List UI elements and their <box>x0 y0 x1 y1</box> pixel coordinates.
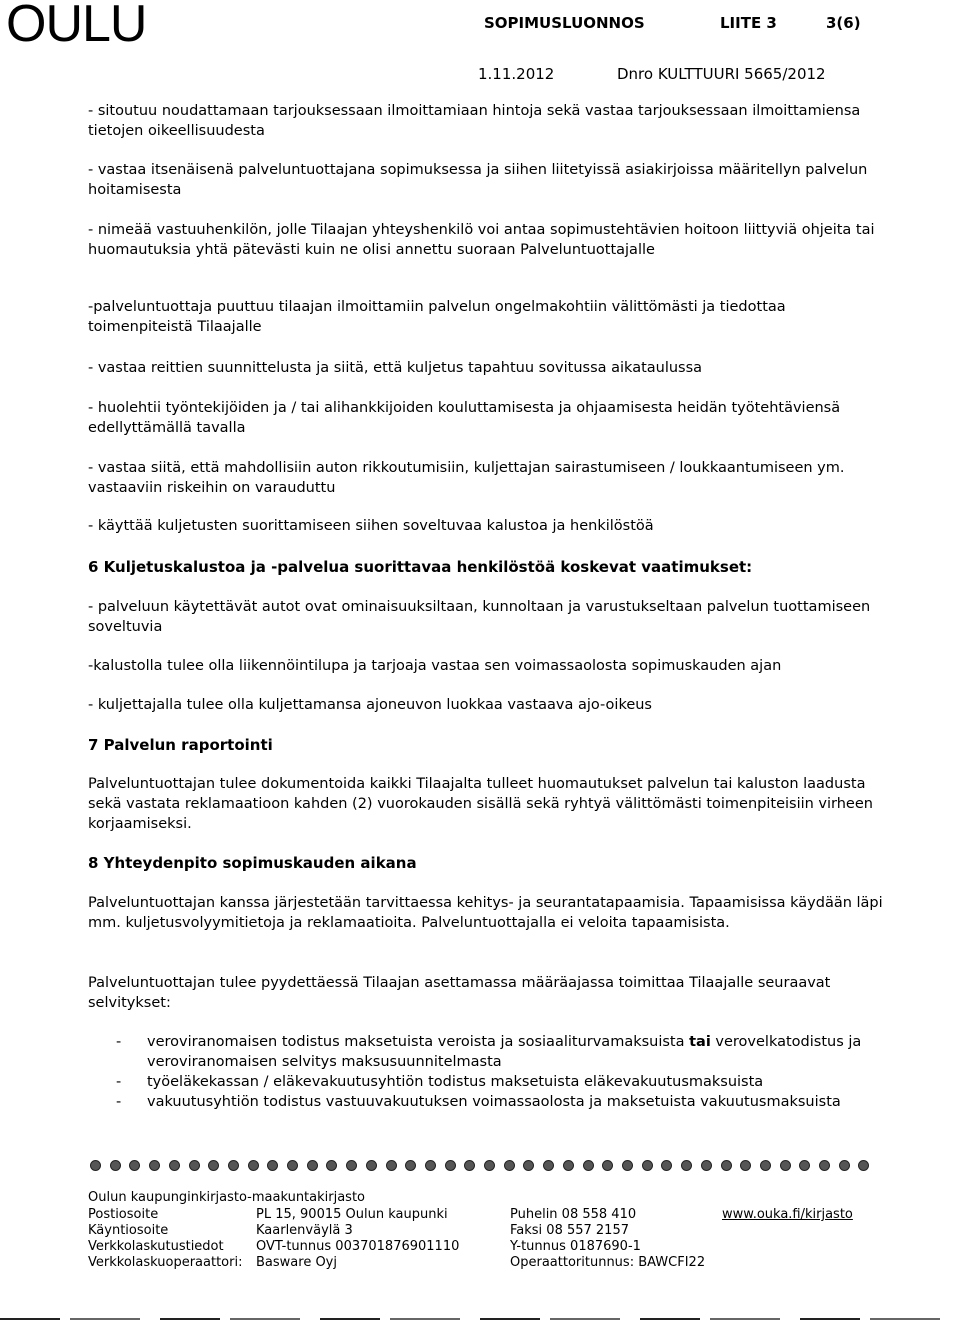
document-date: 1.11.2012 <box>478 65 555 83</box>
section-7-text: Palveluntuottajan tulee dokumentoida kaikki Tilaajalta tulleet huomautukset palvelun tai kaluston laadusta sekä vastata reklamaatioon kahden (2) vuorokauden sisällä sekä ryhtyä välittömästi toimenpiteisiin virheen korjaamiseksi. <box>88 776 873 832</box>
footer-label: Käyntiosoite <box>88 1223 169 1238</box>
requirement-item: - palveluun käytettävät autot ovat ominaisuuksiltaan, kunnoltaan ja varustukseltaan palvelun tuottamiseen soveltuvia <box>88 599 871 635</box>
footer-dot-separator <box>90 1160 870 1171</box>
scan-bottom-edge <box>0 1318 960 1320</box>
list-dash: - <box>116 1034 122 1050</box>
oulu-logo: OULU <box>6 0 147 53</box>
section-8-paragraph-1: Palveluntuottajan kanssa järjestetään tarvittaessa kehitys- ja seurantatapaamisia. Tapaamisissa käydään läpi mm. kuljetusvolyymitietoja ja reklamaatioita. Palveluntuottajalla ei veloita tapaamisista. <box>88 895 883 931</box>
list-item: - työeläkekassan / eläkevakuutusyhtiön todistus maksetuista eläkevakuutusmaksuista <box>116 1074 764 1090</box>
footer-label: Postiosoite <box>88 1207 159 1222</box>
list-dash: - <box>116 1094 122 1110</box>
footer-label: Verkkolaskuoperaattori: <box>88 1255 243 1270</box>
footer-contact: Operaattoritunnus: BAWCFI22 <box>510 1255 706 1270</box>
footer-value: PL 15, 90015 Oulun kaupunki <box>256 1207 448 1222</box>
footer-label: Verkkolaskutustiedot <box>88 1239 224 1254</box>
section-8-paragraph-2: Palveluntuottajan tulee pyydettäessä Tilaajan asettamassa määräajassa toimittaa Tilaajalle seuraavat selvitykset: <box>88 975 831 1011</box>
bullet-item: - vastaa siitä, että mahdollisiin auton rikkoutumisiin, kuljettajan sairastumiseen / loukkaantumiseen ym. vastaaviin riskeihin on varauduttu <box>88 460 845 496</box>
bullet-item: - nimeää vastuuhenkilön, jolle Tilaajan yhteyshenkilö voi antaa sopimustehtävien hoitoon liittyviä ohjeita tai huomautuksia yhtä pätevästi kuin ne olisi annettu suoraan Palveluntuottajalle <box>88 222 875 258</box>
list-dash: - <box>116 1074 122 1090</box>
footer-value: OVT-tunnus 003701876901110 <box>256 1239 460 1254</box>
footer-value: Basware Oyj <box>256 1255 337 1270</box>
footer-organization: Oulun kaupunginkirjasto-maakuntakirjasto <box>88 1190 366 1205</box>
section-7-heading: 7 Palvelun raportointi <box>88 736 273 754</box>
bullet-item: - käyttää kuljetusten suorittamiseen siihen soveltuvaa kalustoa ja henkilöstöä <box>88 518 654 534</box>
document-reference: Dnro KULTTUURI 5665/2012 <box>617 65 826 83</box>
section-6-heading: 6 Kuljetuskalustoa ja -palvelua suorittavaa henkilöstöä koskevat vaatimukset: <box>88 558 753 576</box>
website-link[interactable]: www.ouka.fi/kirjasto <box>722 1207 853 1222</box>
list-item: - vakuutusyhtiön todistus vastuuvakuutuksen voimassaolosta ja maksetuista vakuutusmaksuista <box>116 1094 841 1110</box>
requirement-item: -kalustolla tulee olla liikennöintilupa ja tarjoaja vastaa sen voimassaolosta sopimuskauden ajan <box>88 658 782 674</box>
page-number: 3(6) <box>826 14 861 32</box>
document-type: SOPIMUSLUONNOS <box>484 14 645 32</box>
required-reports-list <box>116 1032 876 1112</box>
footer-contact: Y-tunnus 0187690-1 <box>510 1239 641 1254</box>
attachment-label: LIITE 3 <box>720 14 777 32</box>
bullet-item: - huolehtii työntekijöiden ja / tai alihankkijoiden kouluttamisesta ja ohjaamisesta heidän työtehtäviensä edellyttämällä tavalla <box>88 400 841 436</box>
footer-contact: Faksi 08 557 2157 <box>510 1223 629 1238</box>
bullet-item: - sitoutuu noudattamaan tarjouksessaan ilmoittamiaan hintoja sekä vastaa tarjouksessaan ilmoittamiensa tietojen oikeellisuudesta <box>88 103 861 139</box>
footer-contact: Puhelin 08 558 410 <box>510 1207 637 1222</box>
list-item: - veroviranomaisen todistus maksetuista veroista ja sosiaaliturvamaksuista tai verovelkatodistus ja veroviranomaisen selvitys maksusuunnitelmasta <box>116 1034 862 1070</box>
section-8-heading: 8 Yhteydenpito sopimuskauden aikana <box>88 854 417 872</box>
bullet-item: - vastaa reittien suunnittelusta ja siitä, että kuljetus tapahtuu sovitussa aikataulussa <box>88 360 703 376</box>
footer-value: Kaarlenväylä 3 <box>256 1223 353 1238</box>
bullet-item: - vastaa itsenäisenä palveluntuottajana sopimuksessa ja siihen liitetyissä asiakirjoissa määritellyn palvelun hoitamisesta <box>88 162 868 198</box>
footer-website[interactable] <box>722 1207 853 1223</box>
bullet-item: -palveluntuottaja puuttuu tilaajan ilmoittamiin palvelun ongelmakohtiin välittömästi ja tiedottaa toimenpiteistä Tilaajalle <box>88 299 786 335</box>
requirement-item: - kuljettajalla tulee olla kuljettamansa ajoneuvon luokkaa vastaava ajo-oikeus <box>88 697 652 713</box>
